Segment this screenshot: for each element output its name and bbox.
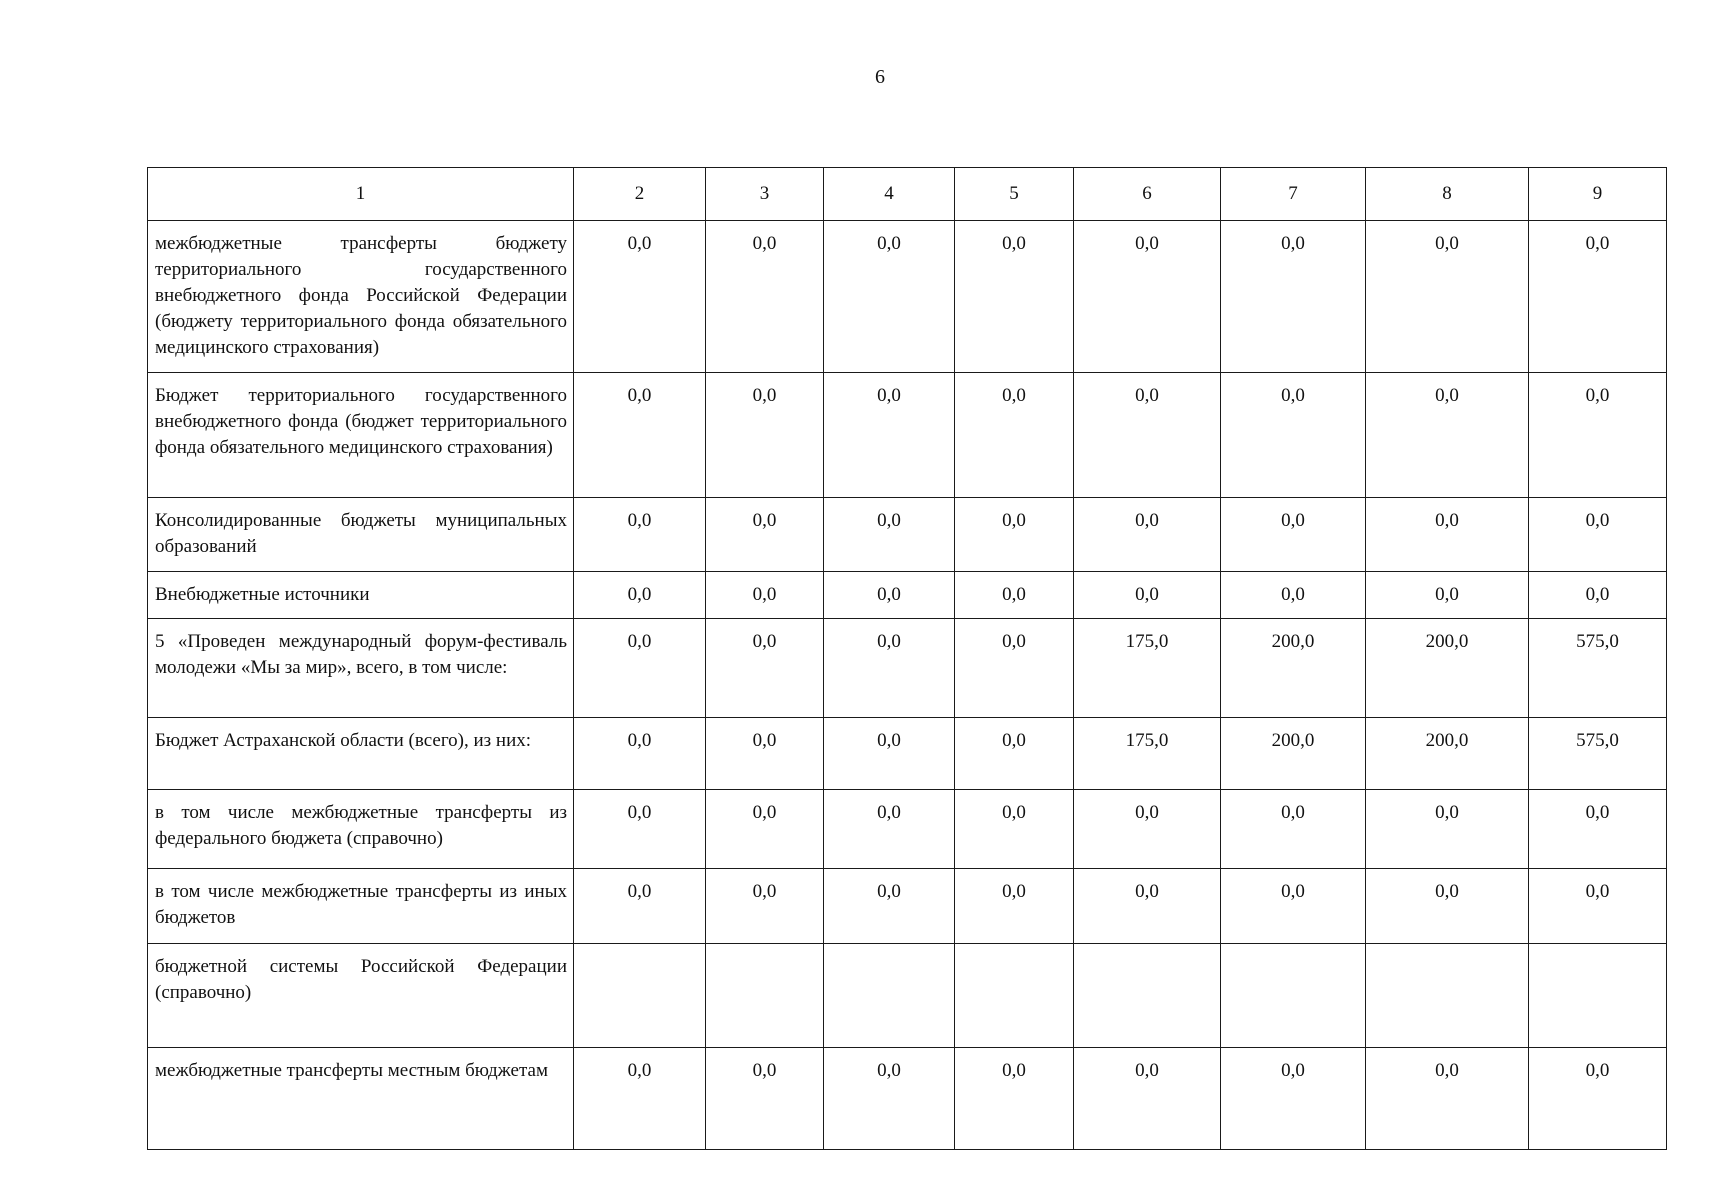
column-header: 7 (1221, 168, 1366, 221)
cell-value: 0,0 (955, 221, 1074, 373)
table-row (148, 221, 1667, 373)
cell-value: 0,0 (824, 498, 955, 572)
cell-value: 0,0 (1529, 790, 1667, 869)
table-row (148, 718, 1667, 790)
cell-value: 0,0 (1074, 373, 1221, 498)
column-header: 9 (1529, 168, 1667, 221)
row-label: бюджетной системы Российской Федерации (справочно) (148, 944, 574, 1048)
row-label: межбюджетные трансферты местным бюджетам (148, 1048, 574, 1150)
cell-value: 0,0 (955, 498, 1074, 572)
table-row (148, 572, 1667, 619)
table-header-row (148, 168, 1667, 221)
cell-value: 0,0 (706, 572, 824, 619)
row-label: межбюджетные трансферты бюджету территориального государственного внебюджетного фонда Российской Федерации (бюджету территориального фонда обязательного медицинского страхования) (148, 221, 574, 373)
cell-value: 0,0 (706, 869, 824, 944)
cell-value: 0,0 (1366, 373, 1529, 498)
column-header: 6 (1074, 168, 1221, 221)
cell-value: 0,0 (824, 1048, 955, 1150)
cell-value: 0,0 (1366, 869, 1529, 944)
table-row (148, 790, 1667, 869)
cell-value: 0,0 (1074, 221, 1221, 373)
cell-value: 0,0 (574, 718, 706, 790)
cell-value: 0,0 (955, 1048, 1074, 1150)
cell-value: 0,0 (574, 498, 706, 572)
cell-value: 200,0 (1221, 619, 1366, 718)
cell-value: 0,0 (1529, 869, 1667, 944)
cell-value: 0,0 (574, 790, 706, 869)
cell-value: 0,0 (1074, 572, 1221, 619)
row-label: в том числе межбюджетные трансферты из иных бюджетов (148, 869, 574, 944)
cell-value: 0,0 (1529, 373, 1667, 498)
cell-value (1221, 944, 1366, 1048)
cell-value: 0,0 (955, 619, 1074, 718)
row-label: 5 «Проведен международный форум-фестиваль молодежи «Мы за мир», всего, в том числе: (148, 619, 574, 718)
cell-value (955, 944, 1074, 1048)
cell-value: 0,0 (706, 790, 824, 869)
cell-value: 0,0 (574, 221, 706, 373)
cell-value: 0,0 (1074, 869, 1221, 944)
cell-value: 0,0 (1074, 1048, 1221, 1150)
cell-value (1366, 944, 1529, 1048)
cell-value: 0,0 (1366, 1048, 1529, 1150)
budget-table (147, 167, 1667, 1150)
page-number: 6 (875, 66, 885, 88)
cell-value: 0,0 (574, 373, 706, 498)
cell-value: 0,0 (1221, 869, 1366, 944)
column-header: 2 (574, 168, 706, 221)
table-row (148, 619, 1667, 718)
cell-value (706, 944, 824, 1048)
cell-value: 0,0 (706, 619, 824, 718)
cell-value: 0,0 (1221, 498, 1366, 572)
cell-value: 0,0 (1529, 572, 1667, 619)
cell-value: 0,0 (955, 572, 1074, 619)
cell-value: 0,0 (1221, 221, 1366, 373)
table-row (148, 869, 1667, 944)
table-row (148, 944, 1667, 1048)
table-row (148, 1048, 1667, 1150)
cell-value: 0,0 (1529, 1048, 1667, 1150)
cell-value: 0,0 (955, 718, 1074, 790)
cell-value: 0,0 (1366, 221, 1529, 373)
cell-value: 0,0 (706, 373, 824, 498)
cell-value: 200,0 (1221, 718, 1366, 790)
cell-value: 0,0 (824, 373, 955, 498)
cell-value: 175,0 (1074, 718, 1221, 790)
cell-value: 175,0 (1074, 619, 1221, 718)
cell-value: 0,0 (1221, 373, 1366, 498)
column-header: 4 (824, 168, 955, 221)
row-label: Бюджет Астраханской области (всего), из них: (148, 718, 574, 790)
column-header: 8 (1366, 168, 1529, 221)
cell-value (1529, 944, 1667, 1048)
cell-value: 0,0 (1366, 790, 1529, 869)
cell-value: 0,0 (706, 498, 824, 572)
table-row (148, 373, 1667, 498)
cell-value: 0,0 (824, 790, 955, 869)
cell-value: 0,0 (574, 572, 706, 619)
cell-value: 0,0 (955, 373, 1074, 498)
cell-value: 575,0 (1529, 718, 1667, 790)
row-label: Консолидированные бюджеты муниципальных образований (148, 498, 574, 572)
cell-value: 0,0 (1366, 498, 1529, 572)
cell-value: 200,0 (1366, 718, 1529, 790)
column-header: 3 (706, 168, 824, 221)
column-header: 5 (955, 168, 1074, 221)
cell-value: 0,0 (824, 619, 955, 718)
cell-value (824, 944, 955, 1048)
row-label: Внебюджетные источники (148, 572, 574, 619)
cell-value: 0,0 (824, 869, 955, 944)
cell-value: 0,0 (1366, 572, 1529, 619)
cell-value: 0,0 (574, 869, 706, 944)
cell-value: 0,0 (824, 718, 955, 790)
cell-value: 0,0 (1529, 498, 1667, 572)
row-label: в том числе межбюджетные трансферты из федерального бюджета (справочно) (148, 790, 574, 869)
cell-value: 0,0 (574, 1048, 706, 1150)
cell-value: 575,0 (1529, 619, 1667, 718)
cell-value: 0,0 (706, 1048, 824, 1150)
cell-value: 0,0 (824, 572, 955, 619)
cell-value: 0,0 (1221, 572, 1366, 619)
cell-value (574, 944, 706, 1048)
cell-value: 0,0 (706, 221, 824, 373)
table-row (148, 498, 1667, 572)
cell-value: 0,0 (1074, 498, 1221, 572)
cell-value: 0,0 (1074, 790, 1221, 869)
cell-value: 0,0 (1221, 1048, 1366, 1150)
cell-value: 0,0 (1529, 221, 1667, 373)
cell-value: 200,0 (1366, 619, 1529, 718)
cell-value: 0,0 (574, 619, 706, 718)
cell-value: 0,0 (955, 790, 1074, 869)
cell-value: 0,0 (1221, 790, 1366, 869)
cell-value: 0,0 (955, 869, 1074, 944)
cell-value (1074, 944, 1221, 1048)
column-header: 1 (148, 168, 574, 221)
cell-value: 0,0 (824, 221, 955, 373)
cell-value: 0,0 (706, 718, 824, 790)
row-label: Бюджет территориального государственного внебюджетного фонда (бюджет территориального фонда обязательного медицинского страхования) (148, 373, 574, 498)
